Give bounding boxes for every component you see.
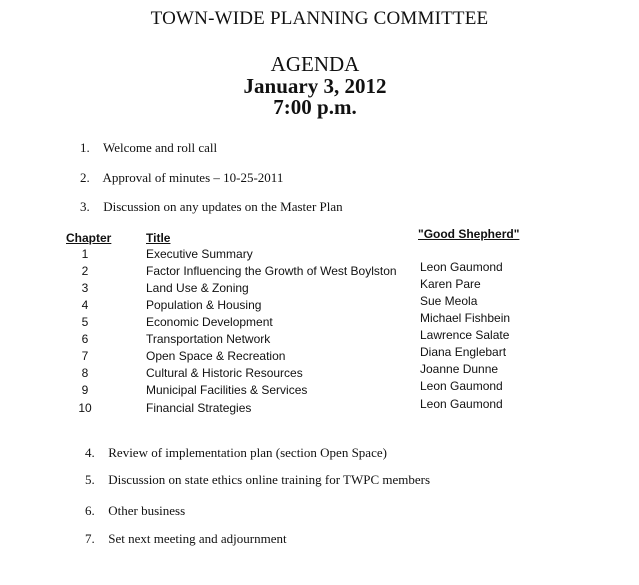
agenda-item-text: Discussion on any updates on the Master Plan [103, 199, 343, 214]
good-shepherd-name: Leon Gaumond [420, 397, 503, 411]
chapter-number: 6 [81, 332, 89, 346]
chapter-number: 10 [78, 401, 92, 415]
chapter-number: 4 [81, 298, 89, 312]
good-shepherd-name: Diana Englebart [420, 345, 507, 359]
chapter-title: Financial Strategies [146, 401, 252, 415]
agenda-item-number: 1. [80, 140, 90, 155]
agenda-item-number: 2. [80, 170, 90, 185]
meeting-time: 7:00 p.m. [273, 95, 357, 119]
agenda-item-number: 3. [80, 199, 90, 214]
column-header-chapter: Chapter [66, 231, 112, 245]
agenda-item-text: Review of implementation plan (section Open Space) [108, 445, 387, 460]
meeting-date: January 3, 2012 [243, 74, 387, 98]
agenda-item-number: 7. [85, 531, 95, 546]
agenda-item-number: 6. [85, 503, 95, 518]
chapter-title: Factor Influencing the Growth of West Boylston [146, 264, 397, 278]
chapter-number: 1 [81, 247, 89, 261]
agenda-item [85, 445, 387, 461]
agenda-item-text: Welcome and roll call [103, 140, 218, 155]
chapter-number: 8 [81, 366, 89, 380]
good-shepherd-name: Joanne Dunne [420, 362, 499, 376]
good-shepherd-name: Leon Gaumond [420, 260, 503, 274]
chapter-number: 7 [81, 349, 89, 363]
agenda-item [80, 170, 283, 186]
chapter-title: Municipal Facilities & Services [146, 383, 308, 397]
agenda-heading: AGENDA [270, 52, 360, 76]
chapter-title: Land Use & Zoning [146, 281, 249, 295]
agenda-item-text: Approval of minutes – 10-25-2011 [102, 170, 284, 185]
column-header-title: Title [146, 231, 171, 245]
agenda-item-number: 5. [85, 472, 95, 487]
agenda-item-number: 4. [85, 445, 95, 460]
table-row [60, 397, 580, 418]
good-shepherd-name: Sue Meola [420, 294, 478, 308]
agenda-item-text: Other business [108, 503, 186, 518]
agenda-item [80, 199, 343, 215]
agenda-item [85, 503, 185, 519]
chapter-title: Cultural & Historic Resources [146, 366, 303, 380]
agenda-item [85, 472, 430, 488]
chapter-number: 5 [81, 315, 89, 329]
chapter-title: Population & Housing [146, 298, 262, 312]
table-row [60, 277, 580, 298]
organization-title: TOWN-WIDE PLANNING COMMITTEE [150, 8, 489, 29]
table-row [60, 345, 580, 366]
good-shepherd-name: Michael Fishbein [420, 311, 511, 325]
table-row [60, 260, 580, 281]
agenda-item [85, 531, 287, 547]
good-shepherd-name: Karen Pare [420, 277, 481, 291]
agenda-item [80, 140, 217, 156]
chapter-title: Transportation Network [146, 332, 271, 346]
good-shepherd-name: Leon Gaumond [420, 379, 503, 393]
agenda-item-text: Set next meeting and adjournment [108, 531, 287, 546]
chapter-number: 9 [81, 383, 89, 397]
chapter-number: 3 [81, 281, 89, 295]
agenda-item-text: Discussion on state ethics online training for TWPC members [108, 472, 431, 487]
chapter-title: Economic Development [146, 315, 273, 329]
column-header-good-shepherd: "Good Shepherd" [418, 227, 520, 241]
chapter-title: Open Space & Recreation [146, 349, 286, 363]
chapter-number: 2 [81, 264, 89, 278]
good-shepherd-name: Lawrence Salate [420, 328, 510, 342]
chapter-title: Executive Summary [146, 247, 253, 261]
